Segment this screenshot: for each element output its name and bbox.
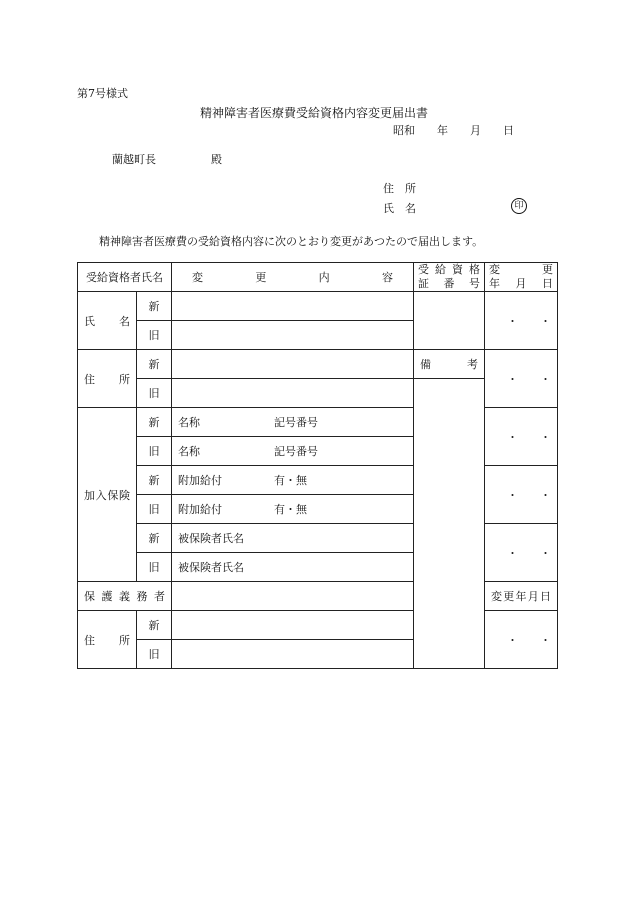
insured-name-old[interactable]: 被保険者氏名 <box>172 553 414 582</box>
address-new-field[interactable] <box>172 350 414 379</box>
header-name: 受給資格者氏名 <box>78 263 172 292</box>
table-row <box>78 524 558 553</box>
insurance-benefit-old[interactable]: 附加給付 有・無 <box>172 495 414 524</box>
new-label: 新 <box>137 350 172 379</box>
change-date-label: 変更年月日 <box>485 582 558 611</box>
seal-icon: 印 <box>511 198 527 214</box>
intro-text: 精神障害者医療費の受給資格内容に次のとおり変更があつたので届出します。 <box>99 235 484 248</box>
new-label: 新 <box>137 466 172 495</box>
guardian-address-new-field[interactable] <box>172 611 414 640</box>
guardian-address-old-field[interactable] <box>172 640 414 669</box>
remarks-label: 備考 <box>414 350 485 379</box>
certificate-number-field[interactable] <box>414 292 485 350</box>
date-dots[interactable]: ・・ <box>485 350 558 408</box>
table-row <box>78 292 558 321</box>
table-header-row <box>78 263 558 292</box>
form-number: 第7号様式 <box>77 87 128 100</box>
table-row <box>78 582 558 611</box>
applicant-address-label: 住 所 <box>383 182 416 195</box>
table-row <box>78 611 558 640</box>
old-label: 旧 <box>137 321 172 350</box>
date-dots[interactable]: ・・ <box>485 292 558 350</box>
addressee: 蘭越町長 殿 <box>112 153 222 166</box>
insured-name-new[interactable]: 被保険者氏名 <box>172 524 414 553</box>
new-label: 新 <box>137 408 172 437</box>
name-new-field[interactable] <box>172 292 414 321</box>
address-old-field[interactable] <box>172 379 414 408</box>
header-cert: 受給資格 証番号 <box>414 263 485 292</box>
name-old-field[interactable] <box>172 321 414 350</box>
insurance-name-new[interactable]: 名称 記号番号 <box>172 408 414 437</box>
new-label: 新 <box>137 524 172 553</box>
table-row <box>78 408 558 437</box>
insurance-name-old[interactable]: 名称 記号番号 <box>172 437 414 466</box>
date-dots[interactable]: ・・ <box>485 611 558 669</box>
date-dots[interactable]: ・・ <box>485 466 558 524</box>
header-date: 変 更 年月日 <box>485 263 558 292</box>
old-label: 旧 <box>137 495 172 524</box>
old-label: 旧 <box>137 437 172 466</box>
header-change: 変更内容 <box>172 263 414 292</box>
row-label-insurance: 加入保険 <box>78 408 137 582</box>
new-label: 新 <box>137 611 172 640</box>
document-title: 精神障害者医療費受給資格内容変更届出書 <box>200 106 429 120</box>
applicant-name-label: 氏 名 <box>383 202 416 215</box>
row-label-name: 氏名 <box>78 292 137 350</box>
date-dots[interactable]: ・・ <box>485 408 558 466</box>
guardian-field[interactable] <box>172 582 414 611</box>
row-label-address: 住所 <box>78 350 137 408</box>
date-dots[interactable]: ・・ <box>485 524 558 582</box>
row-label-guardian-address: 住所 <box>78 611 137 669</box>
table-row <box>78 350 558 379</box>
row-label-guardian: 保護義務者 <box>78 582 172 611</box>
table-row <box>78 466 558 495</box>
new-label: 新 <box>137 292 172 321</box>
date-line: 昭和 年 月 日 <box>393 124 514 137</box>
old-label: 旧 <box>137 640 172 669</box>
insurance-benefit-new[interactable]: 附加給付 有・無 <box>172 466 414 495</box>
old-label: 旧 <box>137 379 172 408</box>
change-table <box>77 262 573 669</box>
remarks-field[interactable] <box>414 379 485 669</box>
old-label: 旧 <box>137 553 172 582</box>
